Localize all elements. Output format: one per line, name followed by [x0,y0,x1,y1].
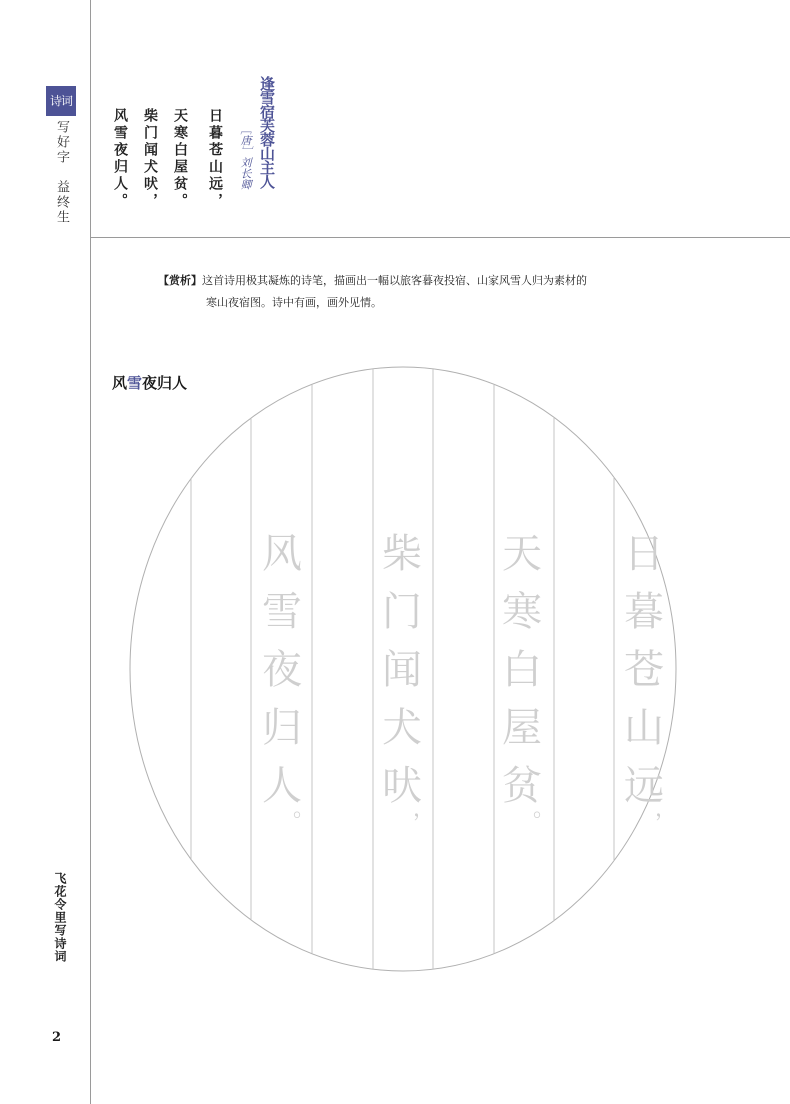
trace-char: 贫 [502,763,542,809]
trace-char: 。 [292,797,315,822]
practice-title-part2: 夜归人 [142,374,188,392]
poem-title: 逢雪宿芙蓉山主人 [258,76,276,188]
trace-char: ， [412,797,435,822]
motto-line-2: 益终生 [54,180,69,225]
trace-char: 风 [262,531,302,577]
poem-author: ［唐］刘长卿 [239,124,252,190]
poem-line-3: 柴门闻犬吠， [142,108,158,210]
seal-logo: 诗词 [46,86,76,116]
trace-char: 闻 [382,647,422,693]
trace-char: 山 [624,705,664,751]
trace-char: ， [654,797,677,822]
trace-char: 门 [382,589,422,635]
trace-char: 屋 [502,705,542,751]
trace-char: 远 [624,763,664,809]
appreciation-line-1: 这首诗用极其凝炼的诗笔，描画出一幅以旅客暮夜投宿、山家风雪人归为素材的 [202,274,587,287]
appreciation-tag: 【赏析】 [158,274,202,287]
trace-char: 寒 [502,589,542,635]
poem-line-1: 日暮苍山远， [207,108,223,210]
practice-title-highlight: 雪 [127,374,143,392]
trace-char: 日 [624,531,664,577]
appreciation-text [158,270,678,314]
trace-char: 人 [262,763,302,809]
series-title: 飞花令里写诗词 [53,872,67,963]
header-horizontal-rule [90,237,790,238]
trace-char: 苍 [624,647,664,693]
trace-char: 暮 [624,589,664,635]
trace-char: 。 [532,797,555,822]
poem-line-4: 风雪夜归人。 [112,108,128,210]
motto-line-1: 写好字 [54,120,69,165]
practice-title-part1: 风 [112,374,128,392]
trace-char: 白 [502,647,542,693]
trace-char: 柴 [382,531,422,577]
poem-line-2: 天寒白屋贫。 [172,108,188,210]
trace-char: 吠 [382,763,422,809]
trace-char: 天 [502,531,542,577]
trace-char: 归 [262,705,302,751]
trace-char: 夜 [262,647,302,693]
trace-char: 雪 [262,589,302,635]
appreciation-line-2: 寒山夜宿图。诗中有画，画外见情。 [206,296,382,309]
page-number: 2 [52,1030,62,1045]
margin-vertical-rule [90,0,91,1104]
trace-char: 犬 [382,705,422,751]
